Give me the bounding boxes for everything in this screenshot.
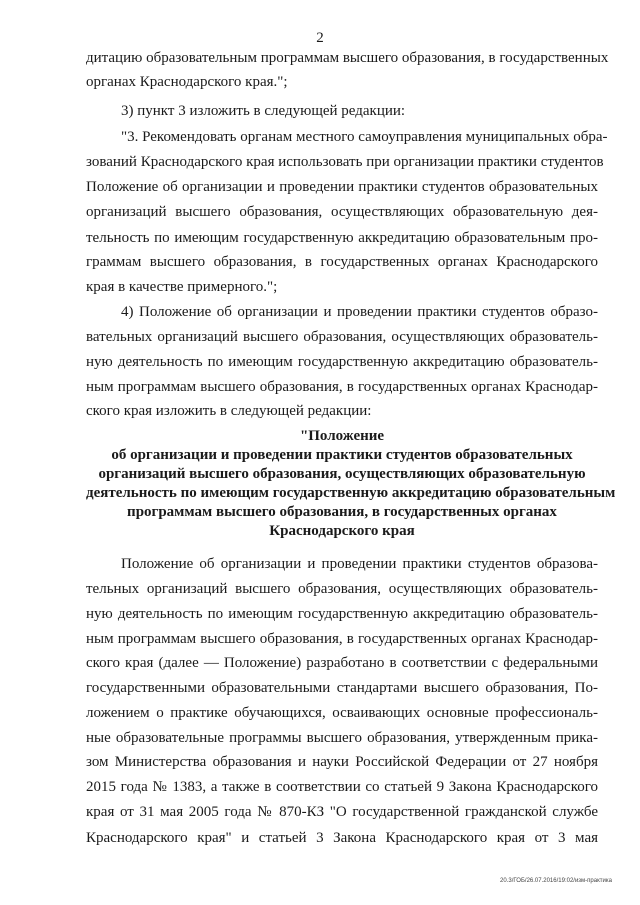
body-line: ского края (далее — Положение) разработано в соответствии с федеральными — [86, 655, 598, 671]
body-line: Краснодарского края" и статьей 3 Закона Краснодарского края от 3 мая — [86, 830, 598, 846]
body-line: ные образовательные программы высшего образования, утвержденным прика- — [86, 730, 598, 746]
body-line: тельных организаций высшего образования, осуществляющих образователь- — [86, 581, 598, 597]
text-line: тельность по имеющим государственную аккредитацию образовательным про- — [86, 230, 598, 246]
text-line: 3) пункт 3 изложить в следующей редакции: — [121, 103, 406, 119]
text-line: вательных организаций высшего образования, осуществляющих образователь- — [86, 329, 598, 345]
section-heading: деятельность по имеющим государственную аккредитацию образовательным — [86, 485, 616, 501]
text-line: ную деятельность по имеющим государственную аккредитацию образователь- — [86, 354, 598, 370]
text-line: края в качестве примерного."; — [86, 279, 278, 295]
text-line: ным программам высшего образования, в государственных органах Краснодар- — [86, 379, 598, 395]
text-line: организаций высшего образования, осуществляющих образовательную дея- — [86, 204, 598, 220]
section-heading: об организации и проведении практики студентов образовательных — [111, 447, 573, 463]
section-heading: программам высшего образования, в государственных органах — [127, 504, 557, 520]
body-line: края от 31 мая 2005 года № 870-КЗ "О государственной гражданской службе — [86, 804, 598, 820]
body-line: 2015 года № 1383, а также в соответствии со статьей 9 Закона Краснодарского — [86, 779, 598, 795]
text-line: 4) Положение об организации и проведении практики студентов образо- — [121, 304, 598, 320]
body-line: Положение об организации и проведении практики студентов образова- — [121, 556, 598, 572]
body-line: ложением о практике обучающихся, осваивающих основные профессиональ- — [86, 705, 598, 721]
body-line: зом Министерства образования и науки Российской Федерации от 27 ноября — [86, 754, 598, 770]
section-heading: "Положение — [299, 428, 385, 444]
text-line: граммам высшего образования, в государственных органах Краснодарского — [86, 254, 598, 270]
text-line: Положение об организации и проведении практики студентов образовательных — [86, 179, 598, 195]
body-line: ным программам высшего образования, в государственных органах Краснодар- — [86, 631, 598, 647]
text-line: "3. Рекомендовать органам местного самоуправления муниципальных обра- — [121, 129, 608, 145]
text-line: органах Краснодарского края."; — [86, 74, 288, 90]
text-line: ского края изложить в следующей редакции: — [86, 403, 372, 419]
section-heading: Краснодарского края — [269, 523, 415, 539]
page-number: 2 — [316, 30, 324, 46]
text-line: дитацию образовательным программам высшего образования, в государственных — [86, 50, 609, 66]
document-footer-code: 20.3/ГОБ/26.07.2016/19:02/изм-практика — [500, 878, 612, 884]
body-line: ную деятельность по имеющим государственную аккредитацию образователь- — [86, 606, 598, 622]
text-line: зований Краснодарского края использовать при организации практики студентов — [86, 154, 604, 170]
section-heading: организаций высшего образования, осуществляющих образовательную — [98, 466, 586, 482]
body-line: государственными образовательными стандартами высшего образования, По- — [86, 680, 598, 696]
